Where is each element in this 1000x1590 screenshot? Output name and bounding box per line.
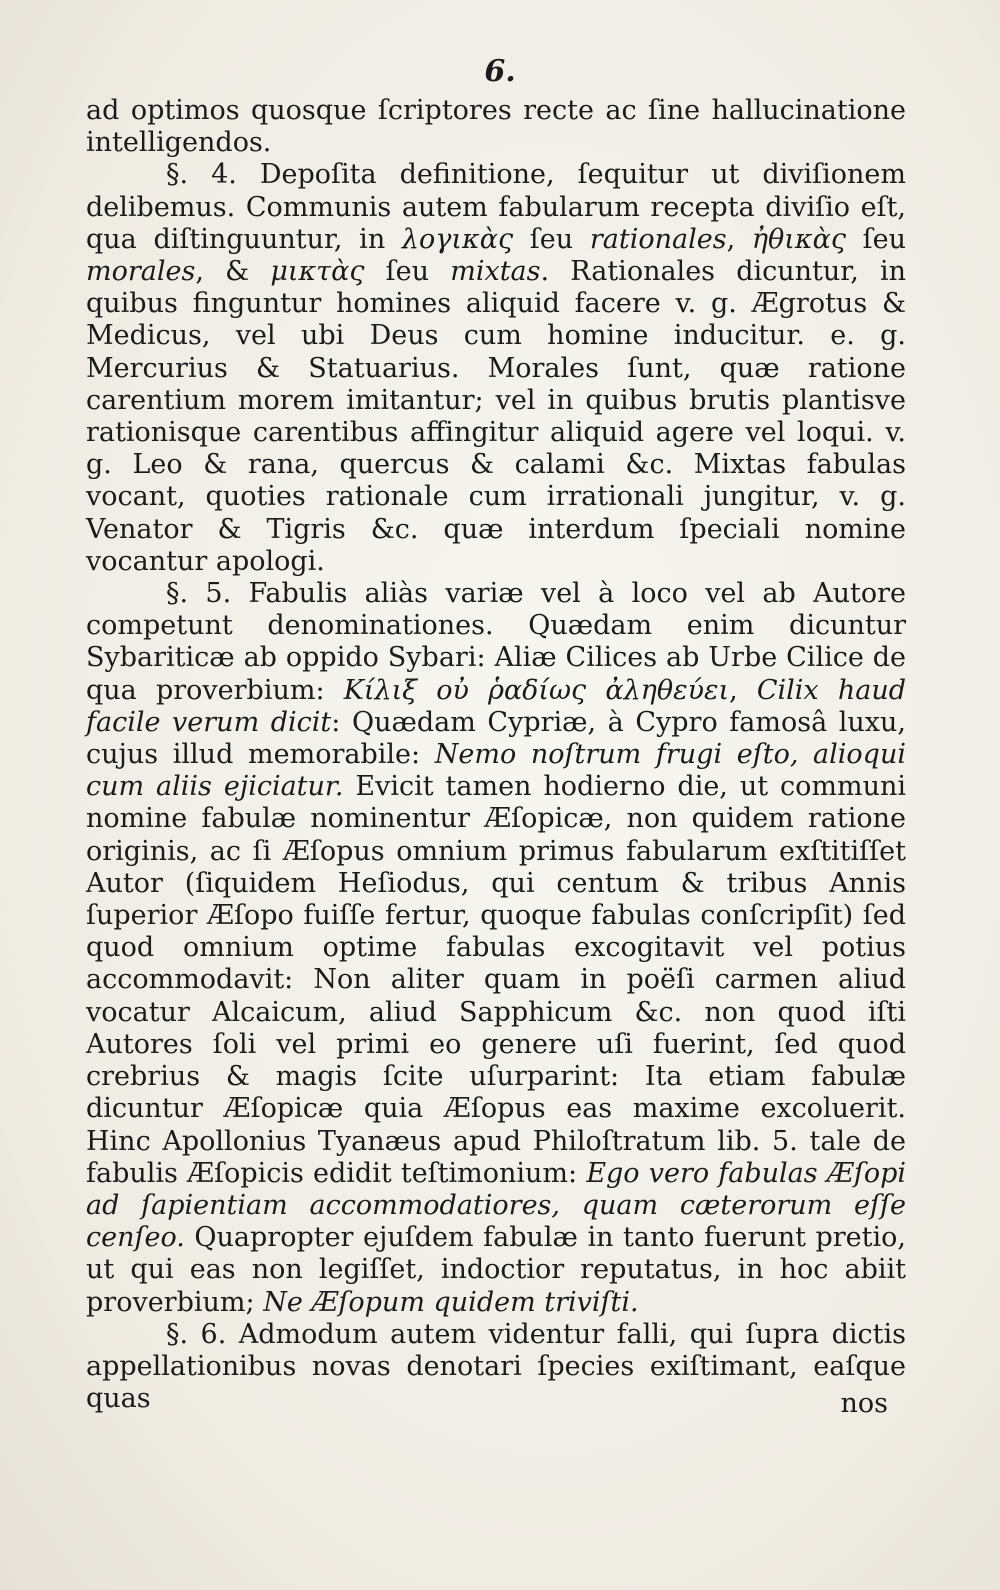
italic-text: Cilix haud facile verum dicit — [86, 674, 906, 738]
paragraph-p-section-5 — [86, 578, 906, 1319]
text-run: , — [726, 223, 752, 255]
italic-text: λογικὰς — [401, 223, 514, 255]
text-run: ſeu — [845, 223, 907, 255]
italic-text: rationales — [589, 223, 727, 255]
text-run: ad optimos quosque ſcriptores recte ac ſine hallucinatione intelligendos. — [86, 95, 906, 159]
text-run: ſeu — [364, 256, 451, 288]
text-run: ſeu — [513, 223, 590, 255]
text-run: , — [729, 674, 757, 706]
text-run: , & — [195, 256, 271, 288]
italic-text: ἠθικὰς — [751, 223, 846, 255]
text-run: §. 4. Depoſita definitione, ſequitur ut diviſionem delibemus. Communis autem fabularum recepta diviſio eſt, qua diſtinguuntur, in — [86, 159, 906, 255]
italic-text: morales — [86, 256, 196, 288]
text-run: Quapropter ejuſdem fabulæ in tanto fuerunt pretio, ut qui eas non legiſſet, indoctior reputatus, in hoc abiit proverbium; — [86, 1222, 906, 1318]
paragraph-p-section-6 — [86, 1319, 906, 1416]
italic-text: Ne Æſopum quidem triviſti. — [263, 1286, 639, 1318]
italic-text: mixtas — [450, 256, 541, 288]
italic-text: Ego vero fabulas Æſopi ad ſapientiam accommodatiores, quam cæterorum eſſe cenſeo. — [86, 1157, 906, 1254]
text-run: §. 6. Admodum autem videntur falli, qui ſupra dictis appellationibus novas denotari ſpecies exiſtimant, eaſque quas — [86, 1318, 906, 1415]
paragraph-p-continuation — [86, 95, 906, 159]
text-run: : Quædam Cypriæ, à Cypro famosâ luxu, cujus illud memorabile: — [86, 706, 906, 771]
italic-text: Κίλιξ οὐ ῥαδίως ἀληθεύει — [343, 674, 730, 706]
italic-text: μικτὰς — [270, 256, 365, 288]
page-number: 6. — [484, 54, 516, 89]
text-run: Evicit tamen hodierno die, ut communi nomine fabulæ nominentur Æſopicæ, non quidem ratione originis, ac ſi Æſopus omnium primus fabularum exſtitiſſet Autor (ſiquidem Heſiodus, qui centum & tribus Annis ſuperior Æſopo fuiſſe fertur, quoque fabulas conſcripſit) ſed quod omnium optime fabulas excogitavit vel potius accommodavit: Non aliter quam in poëſi carmen aliud vocatur Alcaicum, aliud Sapphicum &c. non quod iſti Autores ſoli vel primi eo genere uſi fuerint, ſed quod crebrius & magis ſcite uſurparint: Ita etiam fabulæ dicuntur Æſopicæ quia Æſopus eas maxime excoluerit. Hinc Apollonius Tyanæus apud Philoſtratum lib. 5. tale de fabulis Æſopicis edidit teſtimonium: — [86, 771, 906, 1189]
text-run: §. 5. Fabulis aliàs variæ vel à loco vel ab Autore competunt denominationes. Quædam enim dicuntur Sybariticæ ab oppido Sybari: Aliæ Cilices ab Urbe Cilice de qua proverbium: — [86, 578, 906, 706]
text-run: . Rationales dicuntur, in quibus finguntur homines aliquid facere v. g. Ægrotus & Medicus, vel ubi Deus cum homine inducitur. e. g. Mercurius & Statuarius. Morales ſunt, quæ ratione carentium morem imitantur; vel in quibus brutis plantisve rationisque carentibus affingitur aliquid agere vel loqui. v. g. Leo & rana, quercus & calami &c. Mixtas fabulas vocant, quoties rationale cum irrationali jungitur, v. g. Venator & Tigris &c. quæ interdum ſpeciali nomine vocantur apologi. — [86, 256, 907, 577]
italic-text: Nemo noſtrum frugi eſto, alioqui cum aliis ejiciatur. — [86, 739, 906, 803]
body-text — [86, 95, 906, 1415]
catchword: nos — [840, 1388, 888, 1419]
paragraph-p-section-4 — [86, 159, 906, 578]
